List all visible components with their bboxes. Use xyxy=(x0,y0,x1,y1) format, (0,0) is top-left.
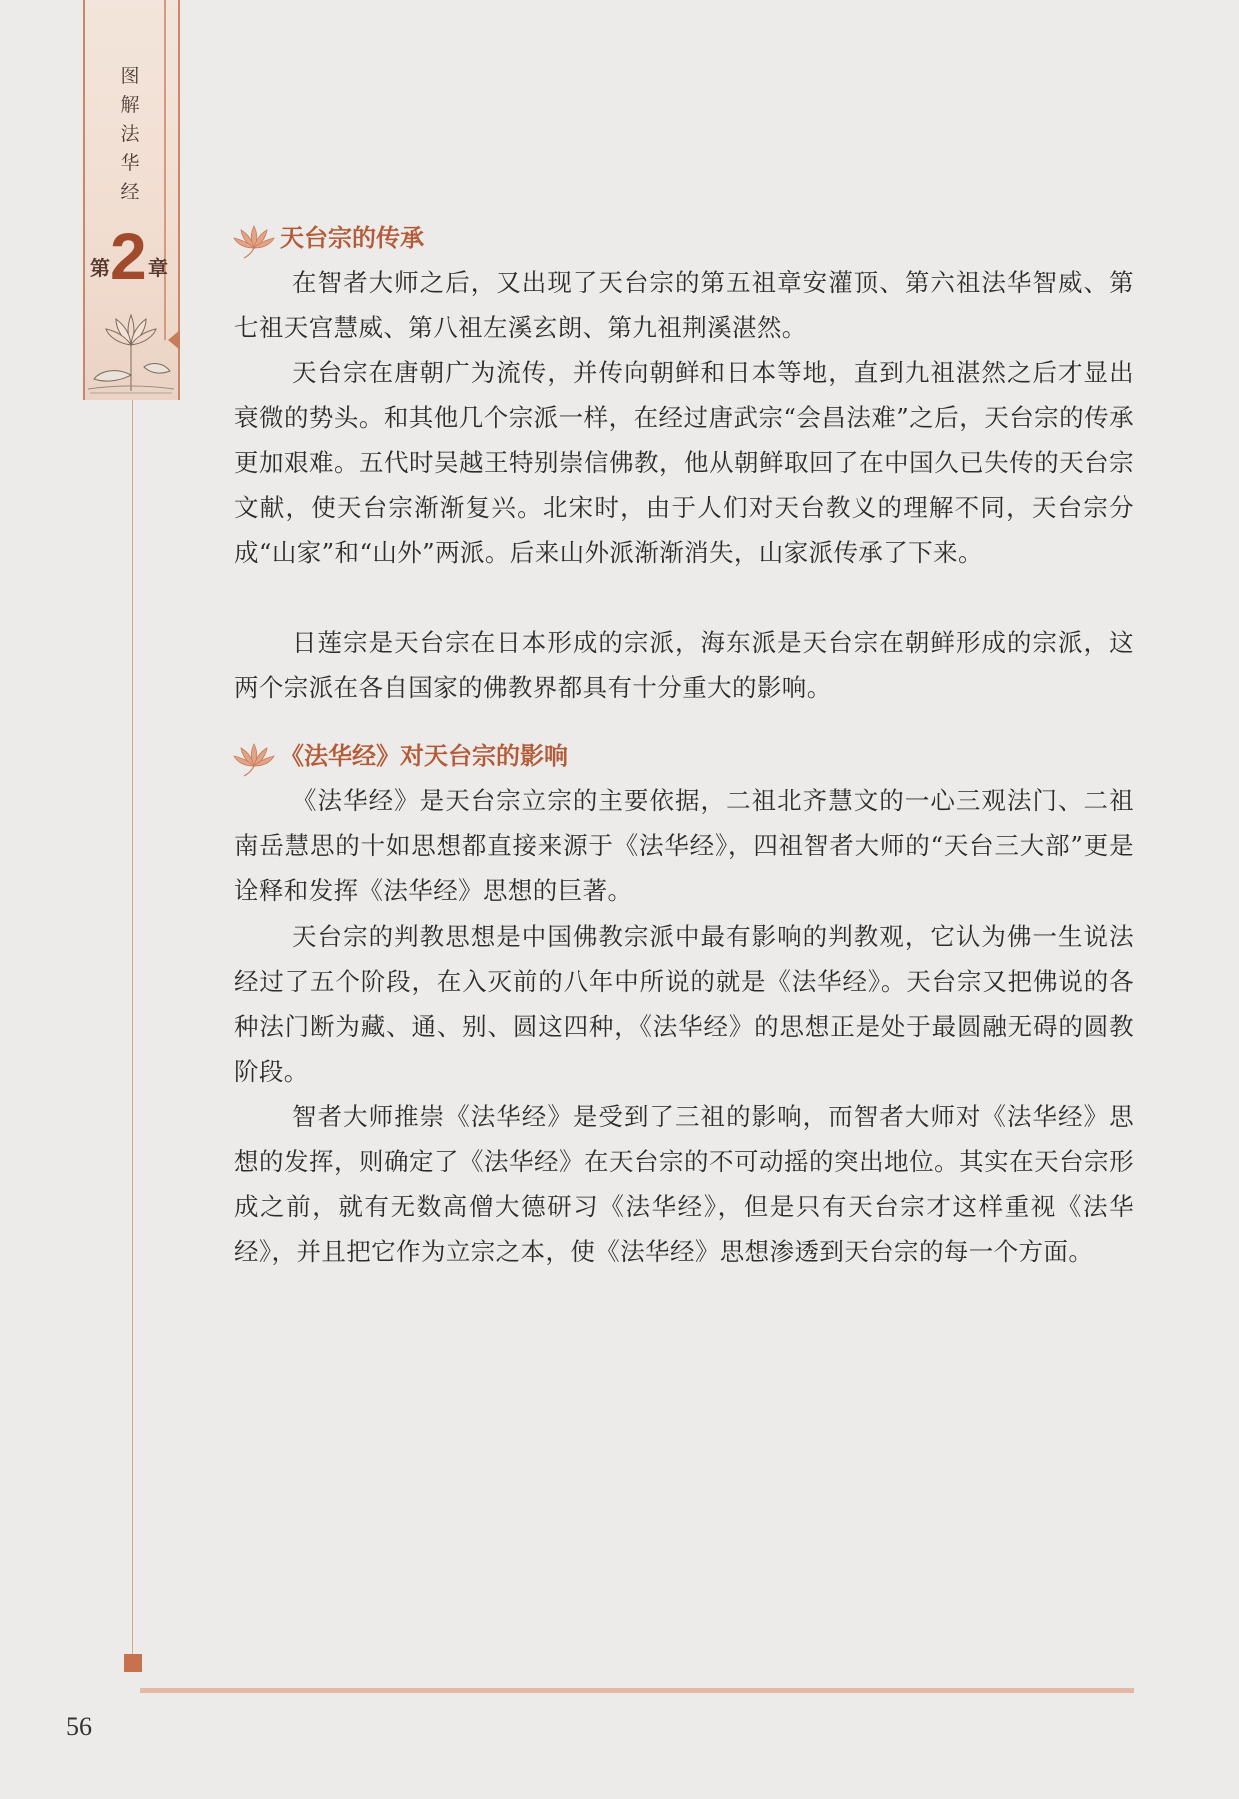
footer-rule xyxy=(140,1688,1134,1693)
body-paragraph: 天台宗在唐朝广为流传，并传向朝鲜和日本等地，直到九祖湛然之后才显出衰微的势头。和其他几个宗派一样，在经过唐武宗“会昌法难”之后，天台宗的传承更加艰难。五代时吴越王特别崇信佛教，他从朝鲜取回了在中国久已失传的天台宗文献，使天台宗渐渐复兴。北宋时，由于人们对天台教义的理解不同，天台宗分成“山家”和“山外”两派。后来山外派渐渐消失，山家派传承了下来。 xyxy=(234,358,1134,567)
body-paragraph: 日莲宗是天台宗在日本形成的宗派，海东派是天台宗在朝鲜形成的宗派，这两个宗派在各自国家的佛教界都具有十分重大的影响。 xyxy=(234,628,1134,702)
section-heading-text: 《法华经》对天台宗的影响 xyxy=(280,742,568,770)
chapter-number: 2 xyxy=(110,219,147,293)
book-title-char: 解 xyxy=(120,94,140,116)
book-title-vertical xyxy=(113,62,147,207)
body-paragraph: 在智者大师之后，又出现了天台宗的第五祖章安灌顶、第六祖法华智威、第七祖天宫慧威、第八祖左溪玄朗、第九祖荆溪湛然。 xyxy=(234,268,1134,342)
page-number: 56 xyxy=(66,1712,92,1741)
body-paragraph: 《法华经》是天台宗立宗的主要依据，二祖北齐慧文的一心三观法门、二祖南岳慧思的十如思想都直接来源于《法华经》，四祖智者大师的“天台三大部”更是诠释和发挥《法华经》思想的巨著。 xyxy=(234,786,1134,905)
lotus-bullet-icon xyxy=(232,738,276,778)
chapter-suffix: 章 xyxy=(148,256,168,280)
body-paragraph: 智者大师推崇《法华经》是受到了三祖的影响，而智者大师对《法华经》思想的发挥，则确定了《法华经》在天台宗的不可动摇的突出地位。其实在天台宗形成之前，就有无数高僧大德研习《法华经》，但是只有天台宗才这样重视《法华经》，并且把它作为立宗之本，使《法华经》思想渗透到天台宗的每一个方面。 xyxy=(234,1102,1134,1266)
chapter-label xyxy=(88,219,176,302)
lotus-bullet-icon xyxy=(232,220,276,260)
book-title-char: 华 xyxy=(120,152,140,174)
book-title-char: 法 xyxy=(120,123,140,145)
lotus-illustration-icon xyxy=(86,305,176,395)
chapter-prefix: 第 xyxy=(90,256,110,280)
section-heading-text: 天台宗的传承 xyxy=(280,224,424,252)
margin-vertical-rule xyxy=(132,400,133,1660)
body-paragraph: 天台宗的判教思想是中国佛教宗派中最有影响的判教观，它认为佛一生说法经过了五个阶段，在入灭前的八年中所说的就是《法华经》。天台宗又把佛说的各种法门断为藏、通、别、圆这四种，《法华经》的思想正是处于最圆融无碍的圆教阶段。 xyxy=(234,922,1134,1086)
footer-square-mark xyxy=(124,1654,142,1672)
book-title-char: 经 xyxy=(120,181,140,203)
book-title-char: 图 xyxy=(120,65,140,87)
